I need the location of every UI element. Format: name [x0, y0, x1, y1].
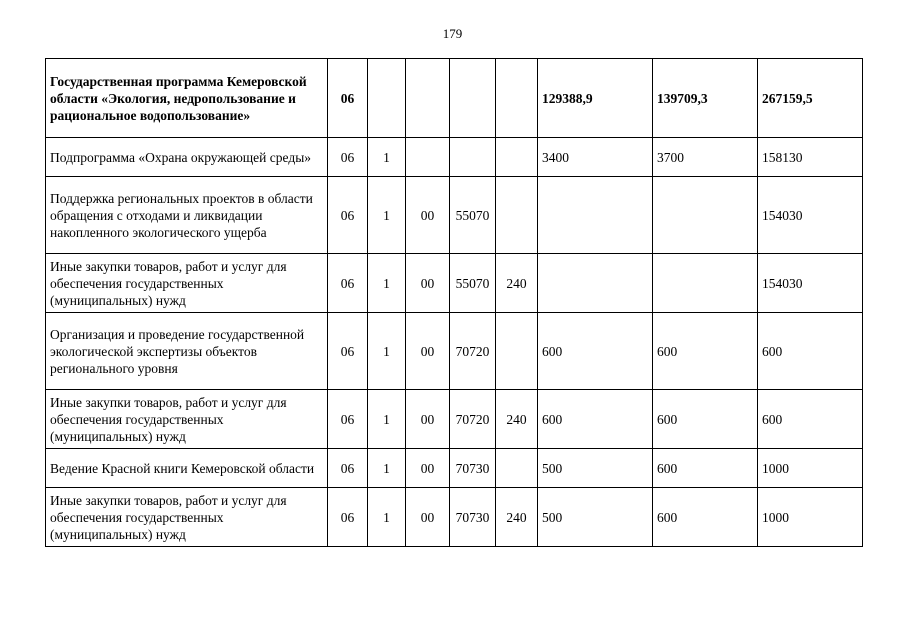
- cell-expense-type: [496, 449, 538, 488]
- cell-year-3: 1000: [758, 488, 863, 547]
- cell-target: [450, 138, 496, 177]
- cell-year-3: 1000: [758, 449, 863, 488]
- cell-section: 06: [328, 488, 368, 547]
- row-name: Иные закупки товаров, работ и услуг для обеспечения государственных (муниципальных) нужд: [46, 488, 328, 547]
- cell-year-3: 600: [758, 313, 863, 390]
- cell-subprogram: 1: [368, 488, 406, 547]
- cell-target: 55070: [450, 254, 496, 313]
- row-name: Организация и проведение государственной экологической экспертизы объектов регионального уровня: [46, 313, 328, 390]
- cell-section: 06: [328, 59, 368, 138]
- page-number: 179: [442, 26, 463, 41]
- cell-year-3: 154030: [758, 177, 863, 254]
- cell-year-2: 600: [653, 390, 758, 449]
- cell-expense-type: [496, 138, 538, 177]
- cell-expense-type: [496, 177, 538, 254]
- cell-target: [450, 59, 496, 138]
- cell-expense-type: [496, 313, 538, 390]
- table-row: [46, 254, 863, 313]
- cell-subprogram: [368, 59, 406, 138]
- cell-year-2: 600: [653, 449, 758, 488]
- cell-section: 06: [328, 254, 368, 313]
- cell-year-2: 139709,3: [653, 59, 758, 138]
- cell-year-2: 600: [653, 488, 758, 547]
- cell-year-2: [653, 177, 758, 254]
- cell-direction: 00: [406, 390, 450, 449]
- cell-year-1: 600: [538, 390, 653, 449]
- table-row: [46, 488, 863, 547]
- cell-year-1: 129388,9: [538, 59, 653, 138]
- cell-year-2: [653, 254, 758, 313]
- row-name: Иные закупки товаров, работ и услуг для обеспечения государственных (муниципальных) нужд: [46, 254, 328, 313]
- cell-subprogram: 1: [368, 449, 406, 488]
- table-row: [46, 138, 863, 177]
- cell-expense-type: 240: [496, 390, 538, 449]
- cell-subprogram: 1: [368, 177, 406, 254]
- row-name: Поддержка региональных проектов в области обращения с отходами и ликвидации накопленного экологического ущерба: [46, 177, 328, 254]
- cell-expense-type: 240: [496, 488, 538, 547]
- cell-subprogram: 1: [368, 138, 406, 177]
- row-name: Государственная программа Кемеровской области «Экология, недропользование и рациональное водопользование»: [46, 59, 328, 138]
- cell-target: 70730: [450, 488, 496, 547]
- cell-year-3: 158130: [758, 138, 863, 177]
- cell-year-1: [538, 254, 653, 313]
- table-body: [46, 59, 863, 547]
- cell-section: 06: [328, 138, 368, 177]
- cell-direction: [406, 138, 450, 177]
- cell-target: 70720: [450, 390, 496, 449]
- cell-year-3: 267159,5: [758, 59, 863, 138]
- budget-table: [45, 58, 863, 547]
- cell-subprogram: 1: [368, 254, 406, 313]
- cell-direction: 00: [406, 313, 450, 390]
- cell-section: 06: [328, 449, 368, 488]
- table-row: [46, 59, 863, 138]
- cell-target: 70730: [450, 449, 496, 488]
- table-row: [46, 449, 863, 488]
- cell-year-1: 3400: [538, 138, 653, 177]
- table-row: [46, 313, 863, 390]
- table-row: [46, 177, 863, 254]
- cell-direction: 00: [406, 449, 450, 488]
- cell-year-1: 600: [538, 313, 653, 390]
- cell-section: 06: [328, 390, 368, 449]
- cell-target: 55070: [450, 177, 496, 254]
- cell-direction: [406, 59, 450, 138]
- cell-year-3: 154030: [758, 254, 863, 313]
- cell-year-1: [538, 177, 653, 254]
- cell-target: 70720: [450, 313, 496, 390]
- cell-direction: 00: [406, 254, 450, 313]
- row-name: Ведение Красной книги Кемеровской области: [46, 449, 328, 488]
- cell-year-3: 600: [758, 390, 863, 449]
- cell-expense-type: [496, 59, 538, 138]
- row-name: Подпрограмма «Охрана окружающей среды»: [46, 138, 328, 177]
- cell-section: 06: [328, 177, 368, 254]
- cell-subprogram: 1: [368, 390, 406, 449]
- cell-direction: 00: [406, 488, 450, 547]
- cell-year-1: 500: [538, 449, 653, 488]
- cell-direction: 00: [406, 177, 450, 254]
- row-name: Иные закупки товаров, работ и услуг для обеспечения государственных (муниципальных) нужд: [46, 390, 328, 449]
- cell-year-2: 3700: [653, 138, 758, 177]
- cell-expense-type: 240: [496, 254, 538, 313]
- table-row: [46, 390, 863, 449]
- cell-year-2: 600: [653, 313, 758, 390]
- cell-subprogram: 1: [368, 313, 406, 390]
- cell-year-1: 500: [538, 488, 653, 547]
- cell-section: 06: [328, 313, 368, 390]
